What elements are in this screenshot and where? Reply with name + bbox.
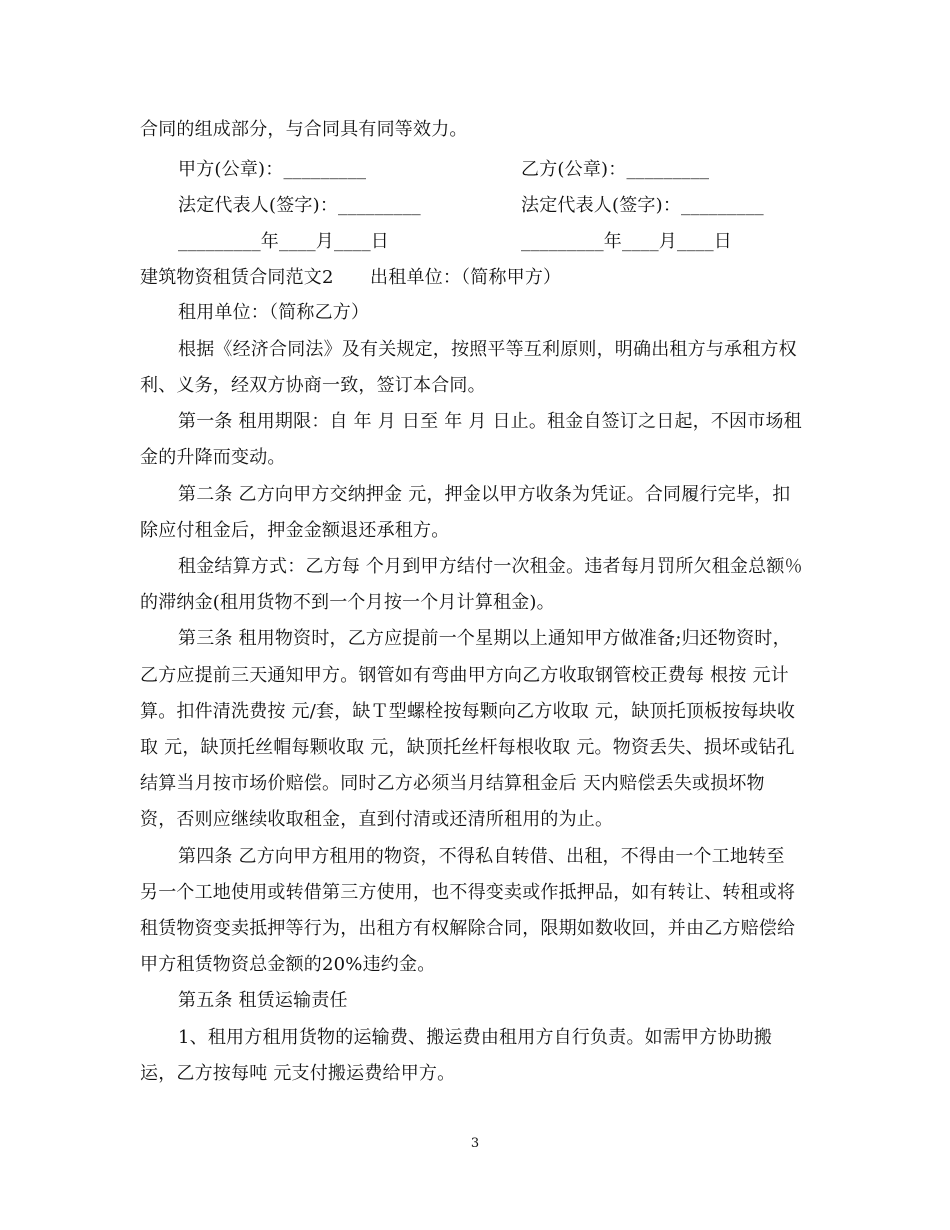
page-number: 3 [470, 1136, 480, 1151]
paragraph-line: 第一条 租用期限：自 年 月 日至 年 月 日止。租金自签订之日起，不因市场租 [178, 411, 802, 432]
paragraph-line: 另一个工地使用或转借第三方使用，也不得变卖或作抵押品，如有转让、转租或将 [140, 882, 796, 903]
paragraph-line: 利、义务，经双方协商一致，签订本合同。 [140, 375, 486, 396]
party-b-date: _________年____月____日 [521, 231, 732, 252]
paragraph-line: 结算当月按市场价赔偿。同时乙方必须当月结算租金后 天内赔偿丢失或损坏物 [140, 773, 765, 794]
party-a-date: _________年____月____日 [178, 231, 389, 252]
paragraph-line: 租金结算方式：乙方每 个月到甲方结付一次租金。违者每月罚所欠租金总额％ [178, 556, 803, 577]
party-a-seal: 甲方(公章)：_________ [178, 159, 367, 180]
paragraph-line: 租赁物资变卖抵押等行为，出租方有权解除合同，限期如数收回，并由乙方赔偿给 [140, 918, 796, 939]
party-b-representative: 法定代表人(签字)：_________ [521, 195, 764, 216]
paragraph-line: 根据《经济合同法》及有关规定，按照平等互利原则，明确出租方与承租方权 [178, 339, 797, 360]
paragraph-line: 租用单位：（简称乙方） [178, 302, 370, 323]
paragraph-line: 第三条 租用物资时，乙方应提前一个星期以上通知甲方做准备;归还物资时， [178, 628, 791, 649]
paragraph-line: 的滞纳金(租用货物不到一个月按一个月计算租金)。 [140, 592, 555, 613]
paragraph-line: 运，乙方按每吨 元支付搬运费给甲方。 [140, 1063, 456, 1084]
paragraph-line: 资，否则应继续收取租金，直到付清或还清所租用的为止。 [140, 809, 614, 830]
paragraph-line: 乙方应提前三天通知甲方。钢管如有弯曲甲方向乙方收取钢管校正费每 根按 元计 [140, 665, 789, 686]
paragraph-line: 甲方租赁物资总金额的20%违约金。 [140, 954, 436, 975]
paragraph-line: 合同的组成部分，与合同具有同等效力。 [140, 119, 468, 140]
paragraph-line: 金的升降而变动。 [140, 447, 286, 468]
paragraph-line: 第四条 乙方向甲方租用的物资，不得私自转借、出租，不得由一个工地转至 [178, 846, 785, 867]
paragraph-line: 第二条 乙方向甲方交纳押金 元，押金以甲方收条为凭证。合同履行完毕，扣 [178, 484, 791, 505]
paragraph-line: 1、租用方租用货物的运输费、搬运费由租用方自行负责。如需甲方协助搬 [178, 1027, 773, 1048]
paragraph-line: 除应付租金后，押金金额退还承租方。 [140, 520, 450, 541]
party-a-representative: 法定代表人(签字)：_________ [178, 195, 421, 216]
party-b-seal: 乙方(公章)：_________ [521, 159, 710, 180]
paragraph-line: 算。扣件清洗费按 元/套，缺Ｔ型螺栓按每颗向乙方收取 元，缺顶托顶板按每块收 [140, 701, 796, 722]
section-heading: 第五条 租赁运输责任 [178, 990, 348, 1011]
contract-heading-line: 建筑物资租赁合同范文2 出租单位：（简称甲方） [140, 267, 562, 288]
paragraph-line: 取 元，缺顶托丝帽每颗收取 元，缺顶托丝杆每根收取 元。物资丢失、损坏或钻孔 [140, 737, 795, 758]
